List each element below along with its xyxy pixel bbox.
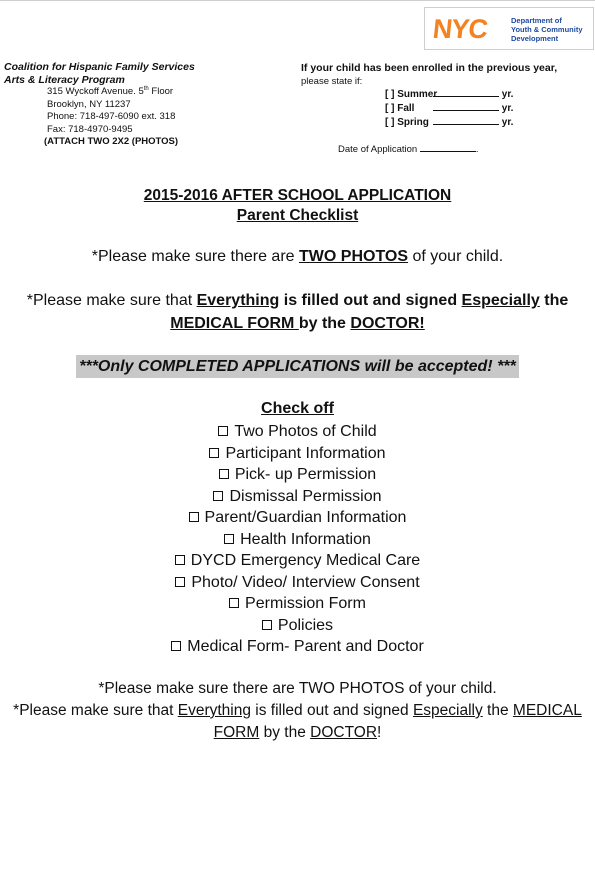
completed-notice-text: ***Only COMPLETED APPLICATIONS will be accepted! *** bbox=[76, 355, 519, 378]
filled-out-instruction: *Please make sure that Everything is filled out and signed Especially the bbox=[26, 292, 569, 309]
checklist-item: Parent/Guardian Information bbox=[0, 507, 595, 529]
reminder-filled-out-cont: FORM by the DOCTOR! bbox=[213, 724, 382, 741]
dycd-department-name: Department of Youth & Community Development bbox=[511, 16, 583, 43]
org-address: 315 Wyckoff Avenue. 5th Floor bbox=[47, 85, 174, 97]
season-spring[interactable]: [ ] Spring yr. bbox=[385, 117, 514, 128]
checkbox[interactable] bbox=[218, 426, 228, 436]
checklist-item: Photo/ Video/ Interview Consent bbox=[0, 572, 595, 594]
reminder-photos: *Please make sure there are TWO PHOTOS of your child. bbox=[98, 680, 497, 697]
spring-year-blank[interactable] bbox=[433, 115, 499, 125]
checklist-item: Two Photos of Child bbox=[0, 421, 595, 443]
checklist-item: Participant Information bbox=[0, 443, 595, 465]
nyc-logo-mark: NYC bbox=[431, 14, 489, 44]
application-title: 2015-2016 AFTER SCHOOL APPLICATION bbox=[143, 187, 452, 204]
checkbox[interactable] bbox=[262, 620, 272, 630]
checkbox[interactable] bbox=[175, 577, 185, 587]
top-rule bbox=[0, 0, 595, 1]
checkbox[interactable] bbox=[175, 555, 185, 565]
season-summer[interactable]: [ ] Summer yr. bbox=[385, 89, 514, 100]
org-phone: Phone: 718-497-6090 ext. 318 bbox=[47, 111, 176, 122]
season-fall[interactable]: [ ] Fall yr. bbox=[385, 103, 514, 114]
nyc-dycd-logo bbox=[424, 7, 594, 50]
summer-year-blank[interactable] bbox=[433, 87, 499, 97]
date-blank[interactable] bbox=[420, 142, 476, 152]
checklist-item: Dismissal Permission bbox=[0, 486, 595, 508]
checkbox[interactable] bbox=[219, 469, 229, 479]
check-off-heading: Check off bbox=[261, 400, 334, 417]
organization-block bbox=[4, 61, 195, 149]
checkbox[interactable] bbox=[224, 534, 234, 544]
date-of-application: Date of Application . bbox=[338, 144, 479, 155]
org-name: Coalition for Hispanic Family Services bbox=[4, 61, 195, 73]
checklist-item: Medical Form- Parent and Doctor bbox=[0, 636, 595, 658]
org-fax: Fax: 718-4970-9495 bbox=[47, 123, 133, 135]
enrollment-question: If your child has been enrolled in the previous year, bbox=[301, 62, 558, 74]
checklist-item: Policies bbox=[0, 615, 595, 637]
reminder-filled-out: *Please make sure that Everything is filled out and signed Especially the MEDICAL bbox=[13, 702, 582, 719]
checkbox[interactable] bbox=[189, 512, 199, 522]
state-if-label: please state if: bbox=[301, 76, 363, 87]
enrollment-block bbox=[301, 61, 558, 155]
checklist bbox=[0, 421, 595, 658]
completed-notice bbox=[0, 355, 595, 378]
checkbox[interactable] bbox=[209, 448, 219, 458]
checklist-item: DYCD Emergency Medical Care bbox=[0, 550, 595, 572]
attach-photos-note: (ATTACH TWO 2X2 (PHOTOS) bbox=[44, 136, 179, 147]
checklist-item: Permission Form bbox=[0, 593, 595, 615]
checkbox[interactable] bbox=[171, 641, 181, 651]
photos-instruction: *Please make sure there are TWO PHOTOS of your child. bbox=[91, 248, 504, 265]
checklist-item: Health Information bbox=[0, 529, 595, 551]
checkbox[interactable] bbox=[213, 491, 223, 501]
org-city: Brooklyn, NY 11237 bbox=[47, 98, 131, 110]
program-name: Arts & Literacy Program bbox=[4, 73, 125, 86]
checklist-item: Pick- up Permission bbox=[0, 464, 595, 486]
checkbox[interactable] bbox=[229, 598, 239, 608]
checklist-subtitle: Parent Checklist bbox=[236, 207, 359, 224]
fall-year-blank[interactable] bbox=[433, 101, 499, 111]
filled-out-instruction-cont: MEDICAL FORM by the DOCTOR! bbox=[170, 315, 425, 332]
